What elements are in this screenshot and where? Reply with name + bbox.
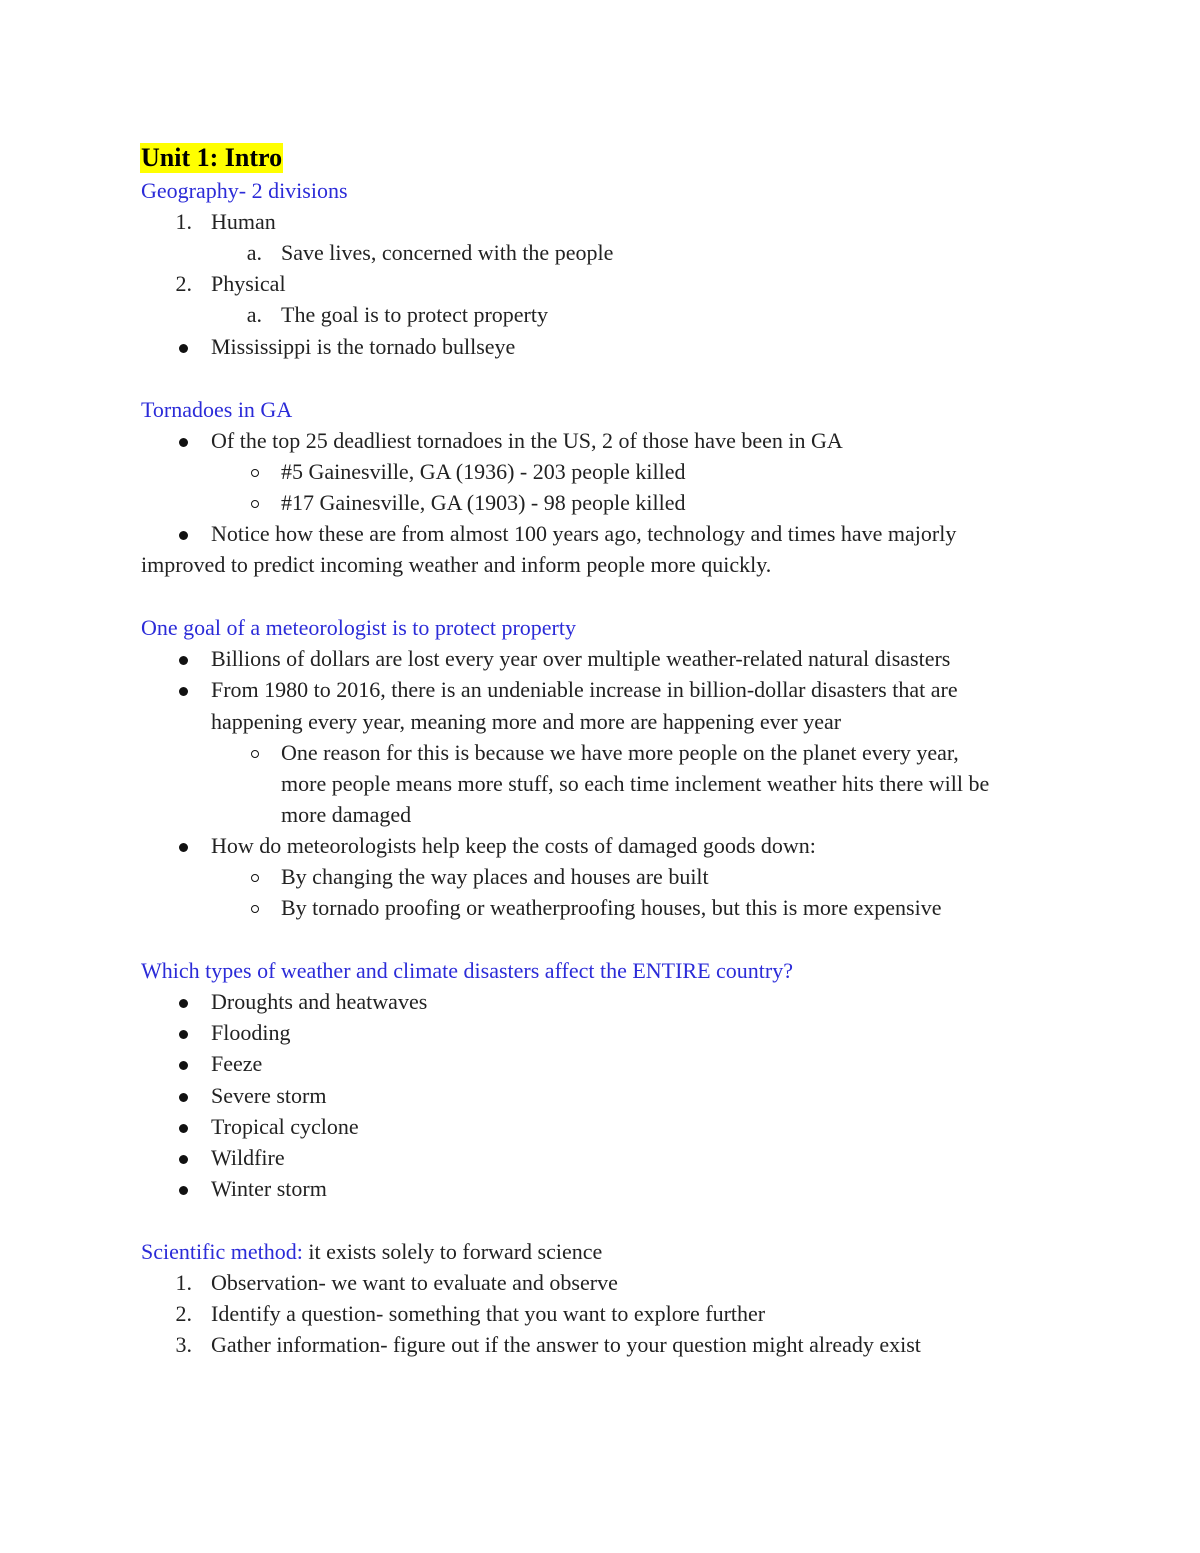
list-item: Gather information- figure out if the answer to your question might already exist: [211, 1332, 921, 1357]
list-item: #5 Gainesville, GA (1936) - 203 people killed: [281, 459, 686, 484]
list-number: 2.: [175, 1301, 192, 1326]
hollow-bullet-icon: [251, 500, 259, 508]
hollow-bullet-icon: [251, 469, 259, 477]
bullet-icon: [179, 1093, 188, 1102]
hollow-bullet-icon: [251, 905, 259, 913]
page-title: Unit 1: Intro: [141, 143, 283, 172]
list-item: Mississippi is the tornado bullseye: [211, 334, 516, 359]
bullet-icon: [179, 1124, 188, 1133]
bullet-icon: [179, 1186, 188, 1195]
list-item: Observation- we want to evaluate and observe: [211, 1270, 618, 1295]
section-heading-disasters: Which types of weather and climate disasters affect the ENTIRE country?: [141, 958, 794, 983]
list-item: One reason for this is because we have more people on the planet every year,: [281, 740, 959, 765]
hollow-bullet-icon: [251, 750, 259, 758]
list-item: By changing the way places and houses are built: [281, 864, 709, 889]
list-number: 1.: [175, 209, 192, 234]
list-number: 2.: [175, 271, 192, 296]
section-heading-geography: Geography- 2 divisions: [141, 178, 348, 203]
bullet-icon: [179, 344, 188, 353]
section-heading-description: it exists solely to forward science: [302, 1239, 603, 1264]
list-item: The goal is to protect property: [281, 302, 548, 327]
section-heading-tornadoes: Tornadoes in GA: [141, 397, 293, 422]
bullet-icon: [179, 1030, 188, 1039]
list-item: Tropical cyclone: [211, 1114, 359, 1139]
bullet-icon: [179, 438, 188, 447]
bullet-icon: [179, 531, 188, 540]
list-item: Identify a question- something that you want to explore further: [211, 1301, 766, 1326]
list-item: Human: [211, 209, 276, 234]
bullet-icon: [179, 1155, 188, 1164]
bullet-icon: [179, 843, 188, 852]
list-item-continuation: happening every year, meaning more and more are happening ever year: [211, 709, 842, 734]
list-item-continuation: improved to predict incoming weather and inform people more quickly.: [141, 552, 772, 577]
list-item: Droughts and heatwaves: [211, 989, 428, 1014]
list-letter: a.: [246, 240, 262, 265]
list-item: Flooding: [211, 1020, 291, 1045]
list-item: #17 Gainesville, GA (1903) - 98 people killed: [281, 490, 686, 515]
list-item-continuation: more damaged: [281, 802, 412, 827]
list-item: Save lives, concerned with the people: [281, 240, 614, 265]
section-heading-label: Scientific method:: [141, 1239, 303, 1264]
list-item: By tornado proofing or weatherproofing houses, but this is more expensive: [281, 895, 942, 920]
hollow-bullet-icon: [251, 874, 259, 882]
section-heading-scientific-method: [141, 1238, 602, 1266]
list-item: Severe storm: [211, 1083, 327, 1108]
list-item: Wildfire: [211, 1145, 285, 1170]
list-item: From 1980 to 2016, there is an undeniable increase in billion-dollar disasters that are: [211, 677, 958, 702]
list-item: Notice how these are from almost 100 years ago, technology and times have majorly: [211, 521, 957, 546]
list-number: 1.: [175, 1270, 192, 1295]
bullet-icon: [179, 656, 188, 665]
list-item-continuation: more people means more stuff, so each time inclement weather hits there will be: [281, 771, 990, 796]
bullet-icon: [179, 999, 188, 1008]
list-number: 3.: [175, 1332, 192, 1357]
list-item: Of the top 25 deadliest tornadoes in the US, 2 of those have been in GA: [211, 428, 843, 453]
bullet-icon: [179, 687, 188, 696]
list-item: Winter storm: [211, 1176, 327, 1201]
list-item: Feeze: [211, 1051, 263, 1076]
list-item: How do meteorologists help keep the costs of damaged goods down:: [211, 833, 816, 858]
section-heading-meteorologist: One goal of a meteorologist is to protect property: [141, 615, 576, 640]
bullet-icon: [179, 1061, 188, 1070]
list-item: Physical: [211, 271, 286, 296]
list-letter: a.: [246, 302, 262, 327]
list-item: Billions of dollars are lost every year over multiple weather-related natural disasters: [211, 646, 951, 671]
